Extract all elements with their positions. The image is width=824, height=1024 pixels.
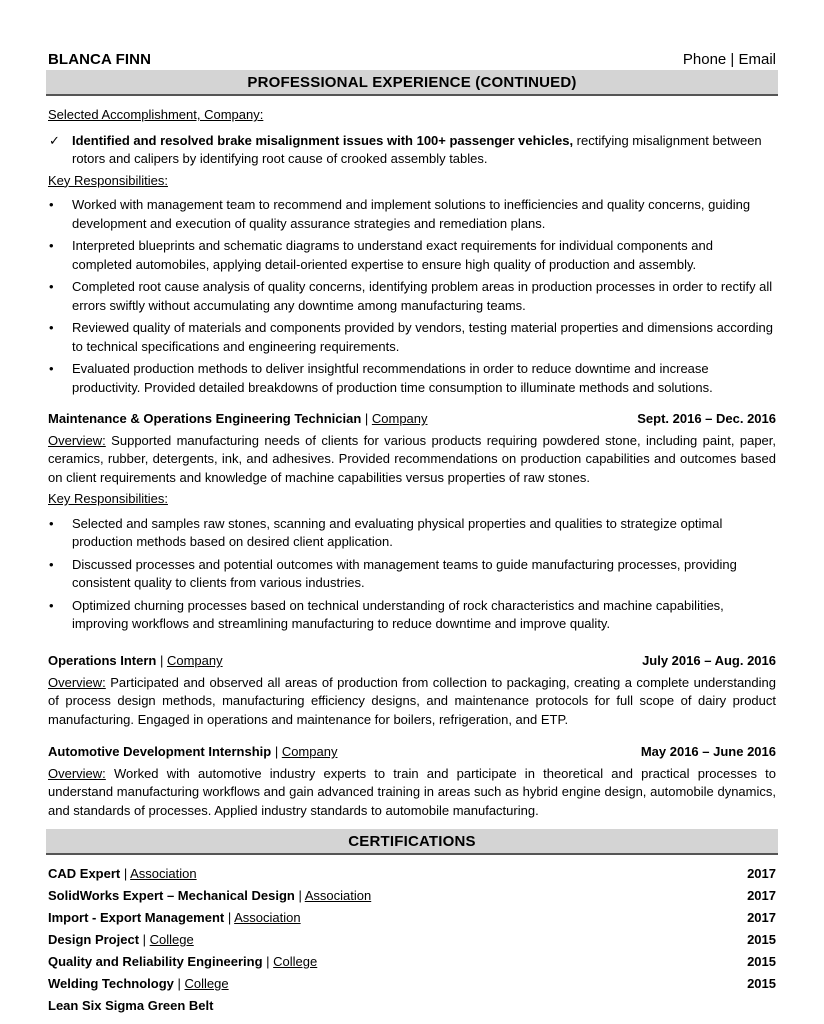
job-title-row [48, 410, 776, 429]
certification-org-link[interactable]: College [184, 976, 229, 991]
resume-header [48, 49, 776, 69]
experience-section-title: PROFESSIONAL EXPERIENCE (CONTINUED) [247, 73, 577, 91]
certification-row [48, 995, 776, 1017]
job-entry-automotive-internship [48, 743, 776, 820]
certification-name: Import - Export Management [48, 910, 225, 925]
certification-separator: | [262, 954, 274, 969]
certification-separator: | [294, 888, 305, 903]
job-title-row [48, 652, 776, 671]
job-title: Operations Intern [48, 653, 157, 668]
bullet-icon: • [49, 197, 54, 212]
certification-name: Welding Technology [48, 976, 174, 991]
certification-separator: | [120, 866, 131, 881]
job-separator: | [156, 653, 167, 668]
certification-year: 2017 [747, 866, 776, 881]
job-overview [48, 432, 776, 488]
bullet-icon: • [49, 320, 54, 335]
company-link[interactable]: Company [371, 411, 428, 426]
certification-name: Lean Six Sigma Green Belt [48, 998, 214, 1013]
list-item [48, 278, 776, 315]
accomplishment-bold: Identified and resolved brake misalignment issues with 100+ passenger vehicles, [72, 132, 574, 148]
certification-org-link[interactable]: Association [304, 888, 372, 903]
job-dates: Sept. 2016 – Dec. 2016 [637, 411, 776, 426]
list-item [48, 597, 776, 634]
list-item [48, 237, 776, 274]
responsibilities-list-2 [48, 515, 776, 634]
candidate-name: BLANCA FINN [48, 50, 152, 68]
certification-year: 2017 [747, 910, 776, 925]
checkmark-icon: ✓ [49, 132, 60, 148]
certification-year: 2015 [747, 954, 776, 969]
certification-org-link[interactable]: Association [130, 866, 197, 881]
list-item [48, 196, 776, 233]
bullet-icon: • [49, 279, 54, 294]
certification-name: Design Project [48, 932, 140, 947]
job-separator: | [271, 744, 282, 759]
experience-section-heading [46, 70, 778, 96]
accomplishment-block [48, 106, 776, 401]
list-item-text: Reviewed quality of materials and components provided by vendors, testing material properties and dimensions according to technical specifications and engineering requirements. [72, 320, 773, 354]
responsibilities-list-1 [48, 196, 776, 397]
certification-year: 2015 [747, 976, 776, 991]
certification-name: CAD Expert [48, 866, 121, 881]
job-entry-operations-intern [48, 652, 776, 729]
accomplishment-text: rectifying misalignment between rotors and calipers by identifying root cause of crooked assembly tables. [72, 132, 762, 166]
overview-text: Participated and observed all areas of production from collection to packaging, creating a complete understanding of process design methods, manufacturing efficiency designs, and maintenance protocols for full scope of dairy product manufacturing. Engaged in operations and maintenance for boilers, refrigeration, and ETP. [48, 674, 776, 727]
certification-org-link[interactable]: College [149, 932, 194, 947]
certification-row [48, 885, 776, 907]
job-title: Automotive Development Internship [48, 744, 272, 759]
job-separator: | [361, 411, 372, 426]
bullet-icon: • [49, 556, 54, 572]
certification-row [48, 951, 776, 973]
contact-info: Phone | Email [682, 50, 776, 68]
list-item [48, 319, 776, 356]
overview-text: Supported manufacturing needs of clients for various products requiring powdered stone, including paint, paper, ceramics, rubber, detergents, ink, and adhesives. Provided recommendations on production capabilities and outcomes based on client requirements and knowledge of machine capabilities versus properties of raw stones. [48, 432, 776, 485]
job-title-row [48, 743, 776, 762]
list-item-text: Discussed processes and potential outcomes with management teams to guide manufacturing processes, providing consistent quality to clients from various industries. [72, 556, 737, 590]
certifications-section-heading [46, 829, 778, 855]
job-title: Maintenance & Operations Engineering Technician [48, 411, 362, 426]
certification-year: 2017 [747, 888, 776, 903]
job-overview [48, 674, 776, 730]
certification-separator: | [224, 910, 235, 925]
key-responsibilities-label: Key Responsibilities: [48, 491, 168, 506]
job-dates: July 2016 – Aug. 2016 [642, 653, 776, 668]
certification-org-link[interactable]: College [273, 954, 318, 969]
certification-year: 2015 [747, 932, 776, 947]
list-item-text: Worked with management team to recommend and implement solutions to inefficiencies and quality concerns, guiding development and execution of quality assurance strategies and remediation plans. [72, 197, 751, 231]
key-responsibilities-label: Key Responsibilities: [48, 172, 168, 188]
list-item [48, 515, 776, 552]
bullet-icon: • [49, 515, 54, 531]
list-item [48, 556, 776, 593]
certifications-section-title: CERTIFICATIONS [348, 832, 476, 850]
job-overview [48, 765, 776, 821]
list-item-text: Selected and samples raw stones, scanning and evaluating physical properties and qualities to strategize optimal production methods based on desired client application. [72, 515, 723, 549]
overview-label: Overview: [48, 765, 106, 781]
accomplishment-label: Selected Accomplishment, Company: [48, 107, 264, 122]
list-item-text: Evaluated production methods to deliver insightful recommendations in order to reduce downtime and increase productivity. Provided detailed breakdowns of production time consumption to illuminate methods and solutions. [72, 361, 713, 395]
certification-row [48, 907, 776, 929]
bullet-icon: • [49, 361, 54, 376]
bullet-icon: • [49, 238, 54, 253]
certification-row [48, 863, 776, 885]
certification-org-link[interactable]: Association [234, 910, 301, 925]
certification-name: Quality and Reliability Engineering [48, 954, 263, 969]
certification-name: SolidWorks Expert – Mechanical Design [48, 888, 295, 903]
job-dates: May 2016 – June 2016 [640, 744, 776, 759]
list-item-text: Interpreted blueprints and schematic diagrams to understand exact requirements for individual components and completed automobiles, applying detail-oriented expertise to ensure high quality of production and assembly. [72, 238, 713, 272]
certification-separator: | [173, 976, 185, 991]
accomplishment-item [48, 132, 776, 169]
certification-row [48, 973, 776, 995]
certifications-list [48, 863, 776, 1017]
list-item-text: Optimized churning processes based on technical understanding of rock characteristics and machine capabilities, improving workflows and streamlining manufacturing to reduce downtime and improve quality. [72, 597, 724, 631]
overview-text: Worked with automotive industry experts to train and participate in theoretical and practical processes to understand manufacturing workflows and gain advanced training in areas such as hybrid engine design, automobile dynamics, and standards of processes. Applied industry standards to automobile manufacturing. [48, 765, 776, 818]
company-link[interactable]: Company [281, 744, 338, 759]
list-item-text: Completed root cause analysis of quality concerns, identifying problem areas in production processes in order to rectify all errors swiftly without accumulating any downtime among manufacturing teams. [72, 279, 773, 313]
list-item [48, 360, 776, 397]
overview-label: Overview: [48, 432, 106, 448]
company-link[interactable]: Company [166, 653, 223, 668]
overview-label: Overview: [48, 674, 106, 690]
bullet-icon: • [49, 597, 54, 613]
certification-row [48, 929, 776, 951]
job-entry-maintenance [48, 410, 776, 638]
accomplishment-list [48, 132, 776, 169]
certification-separator: | [139, 932, 150, 947]
